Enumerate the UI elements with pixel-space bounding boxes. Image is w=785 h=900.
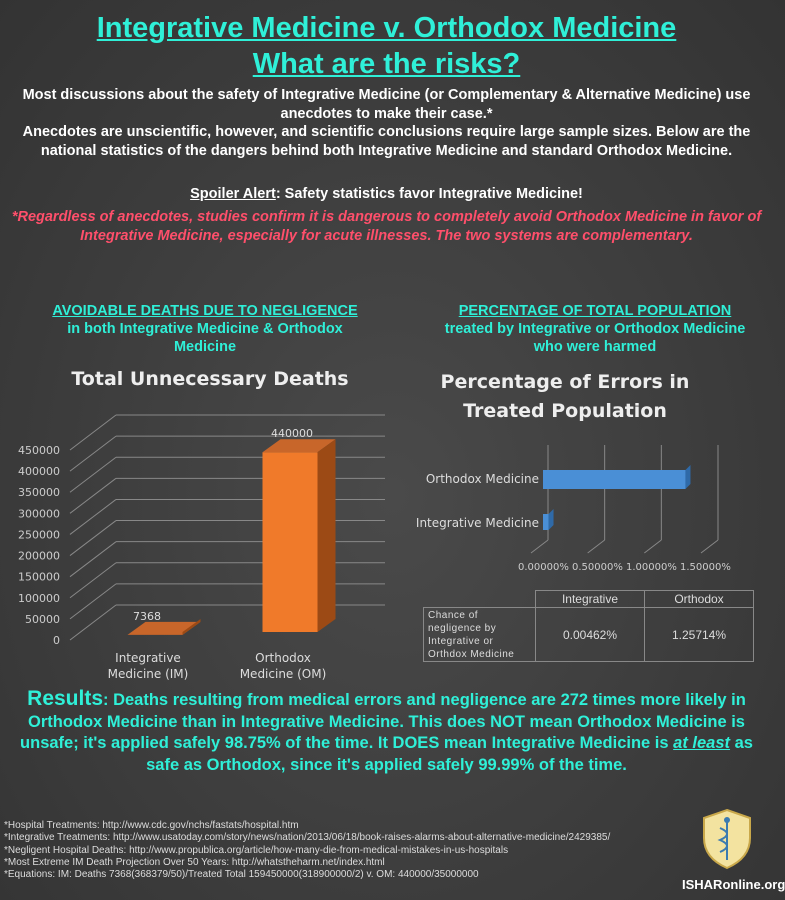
right-header-underlined: PERCENTAGE OF TOTAL POPULATION: [458, 303, 732, 319]
results-emph: at least: [673, 734, 731, 752]
y-tick-label: 150000: [18, 570, 60, 584]
intro-p1: Most discussions about the safety of Integrative Medicine (or Complementary & Alternative Medicine) use anecdotes to make their case.*: [22, 87, 751, 122]
bar-front: [263, 452, 318, 632]
footnote: *Integrative Treatments: http://www.usatoday.com/story/news/nation/2013/06/18/book-raises-alarms-about-alternative-medicine/2429385/: [4, 832, 611, 844]
results-text: : Deaths resulting from medical errors and negligence are 272 times more likely in Orthodox Medicine than in Integrative Medicine. This does NOT mean Orthodox Medicine is unsafe; it's applied safely 98.75% of the time. It DOES mean Integrative Medicine is: [20, 691, 746, 752]
data-label: 440000: [271, 427, 313, 441]
bar-side: [549, 509, 554, 530]
left-header-underlined: AVOIDABLE DEATHS DUE TO NEGLIGENCE: [52, 303, 358, 319]
x-tick-label: Orthodox: [255, 651, 311, 665]
table-value-integrative: 0.00462%: [536, 608, 645, 662]
data-label: 7368: [133, 609, 161, 623]
y-tick-label: 250000: [18, 528, 60, 542]
shield-logo-icon: [700, 808, 754, 870]
spoiler: [0, 186, 773, 202]
gridline-depth: [70, 542, 116, 577]
logo-text: ISHARonline.org: [682, 877, 785, 892]
left-header-rest: in both Integrative Medicine & Orthodox Medicine: [67, 321, 343, 355]
gridline-depth: [588, 540, 605, 553]
page-title: [0, 10, 773, 82]
errors-table: [423, 590, 754, 662]
table-row-label: Chance of negligence by Integrative or Orthdox Medicine: [424, 608, 536, 662]
footnote: *Hospital Treatments: http://www.cdc.gov/nchs/fastats/hospital.htm: [4, 820, 299, 831]
bar: [543, 514, 549, 530]
y-tick-label: 0: [53, 634, 60, 647]
bar-side: [685, 465, 690, 489]
gridline-depth: [70, 605, 116, 640]
y-tick-label: 350000: [18, 486, 60, 500]
gridline-depth: [701, 540, 718, 553]
bar-side: [318, 439, 336, 632]
y-tick-label: Integrative Medicine: [415, 516, 539, 530]
x-tick-label: 1.00000%: [626, 562, 677, 573]
chart1-title: Total Unnecessary Deaths: [71, 368, 349, 390]
gridline-depth: [70, 499, 116, 534]
warning: *Regardless of anecdotes, studies confirm it is dangerous to completely avoid Orthodox Medicine in favor of Integrative Medicine, especially for acute illnesses. The two systems are complementary.: [11, 209, 762, 244]
gridline-depth: [531, 540, 548, 553]
bar: [543, 470, 685, 489]
y-tick-label: 450000: [18, 444, 60, 457]
results-text2: as safe as Orthodox, since it's applied safely 99.99% of the time.: [146, 734, 753, 774]
spoiler-label: Spoiler Alert: [190, 186, 276, 202]
left-header: [50, 302, 360, 356]
title-line-2: What are the risks?: [252, 48, 521, 80]
y-tick-label: 400000: [18, 465, 60, 479]
title-line-1: Integrative Medicine v. Orthodox Medicine: [96, 12, 677, 44]
right-header-rest: treated by Integrative or Orthodox Medicine who were harmed: [444, 321, 746, 355]
table-header-integrative: Integrative: [536, 591, 645, 608]
y-tick-label: 200000: [18, 549, 60, 563]
results: [10, 688, 763, 776]
footnote: *Negligent Hospital Deaths: http://www.propublica.org/article/how-many-die-from-medical-mistakes-in-us-hospitals: [4, 844, 509, 856]
gridline-depth: [70, 478, 116, 513]
x-tick-label: 0.00000%: [518, 562, 569, 573]
gridline-depth: [70, 457, 116, 492]
y-tick-label: 50000: [25, 612, 60, 626]
gridline-depth: [70, 436, 116, 471]
right-header: [430, 302, 760, 356]
table-header-orthodox: Orthodox: [645, 591, 754, 608]
gridline-depth: [70, 563, 116, 598]
table-value-orthodox: 1.25714%: [645, 608, 754, 662]
gridline-depth: [644, 540, 661, 553]
x-tick-label: Medicine (OM): [239, 667, 327, 681]
x-tick-label: Medicine (IM): [107, 667, 189, 681]
intro: [10, 86, 763, 160]
y-tick-label: 100000: [18, 591, 60, 605]
chart2-title: Percentage of Errors in Treated Population: [440, 371, 690, 422]
logo[interactable]: [682, 808, 785, 892]
deaths-chart: [0, 400, 400, 685]
errors-chart: [400, 440, 773, 585]
y-tick-label: 300000: [18, 507, 60, 521]
results-label: Results: [27, 687, 104, 710]
x-tick-label: 1.50000%: [680, 562, 731, 573]
intro-p2: Anecdotes are unscientific, however, and scientific conclusions require large sample sizes. Below are the national statistics of the dangers behind both Integrative Medicine and standard Orthodox Medicine.: [22, 124, 751, 159]
y-tick-label: Orthodox Medicine: [425, 472, 539, 486]
footnotes: [4, 820, 664, 881]
gridline-depth: [70, 584, 116, 619]
footnote: *Equations: IM: Deaths 7368(368379/50)/Treated Total 159450000(318900000/2) v. OM: 440000/35000000: [4, 869, 479, 881]
gridline-depth: [70, 415, 116, 450]
gridline-depth: [70, 521, 116, 556]
footnote: *Most Extreme IM Death Projection Over 50 Years: http://whatstheharm.net/index.html: [4, 856, 385, 868]
x-tick-label: 0.50000%: [572, 562, 623, 573]
x-tick-label: Integrative: [115, 651, 181, 665]
spoiler-text: : Safety statistics favor Integrative Medicine!: [275, 186, 583, 202]
